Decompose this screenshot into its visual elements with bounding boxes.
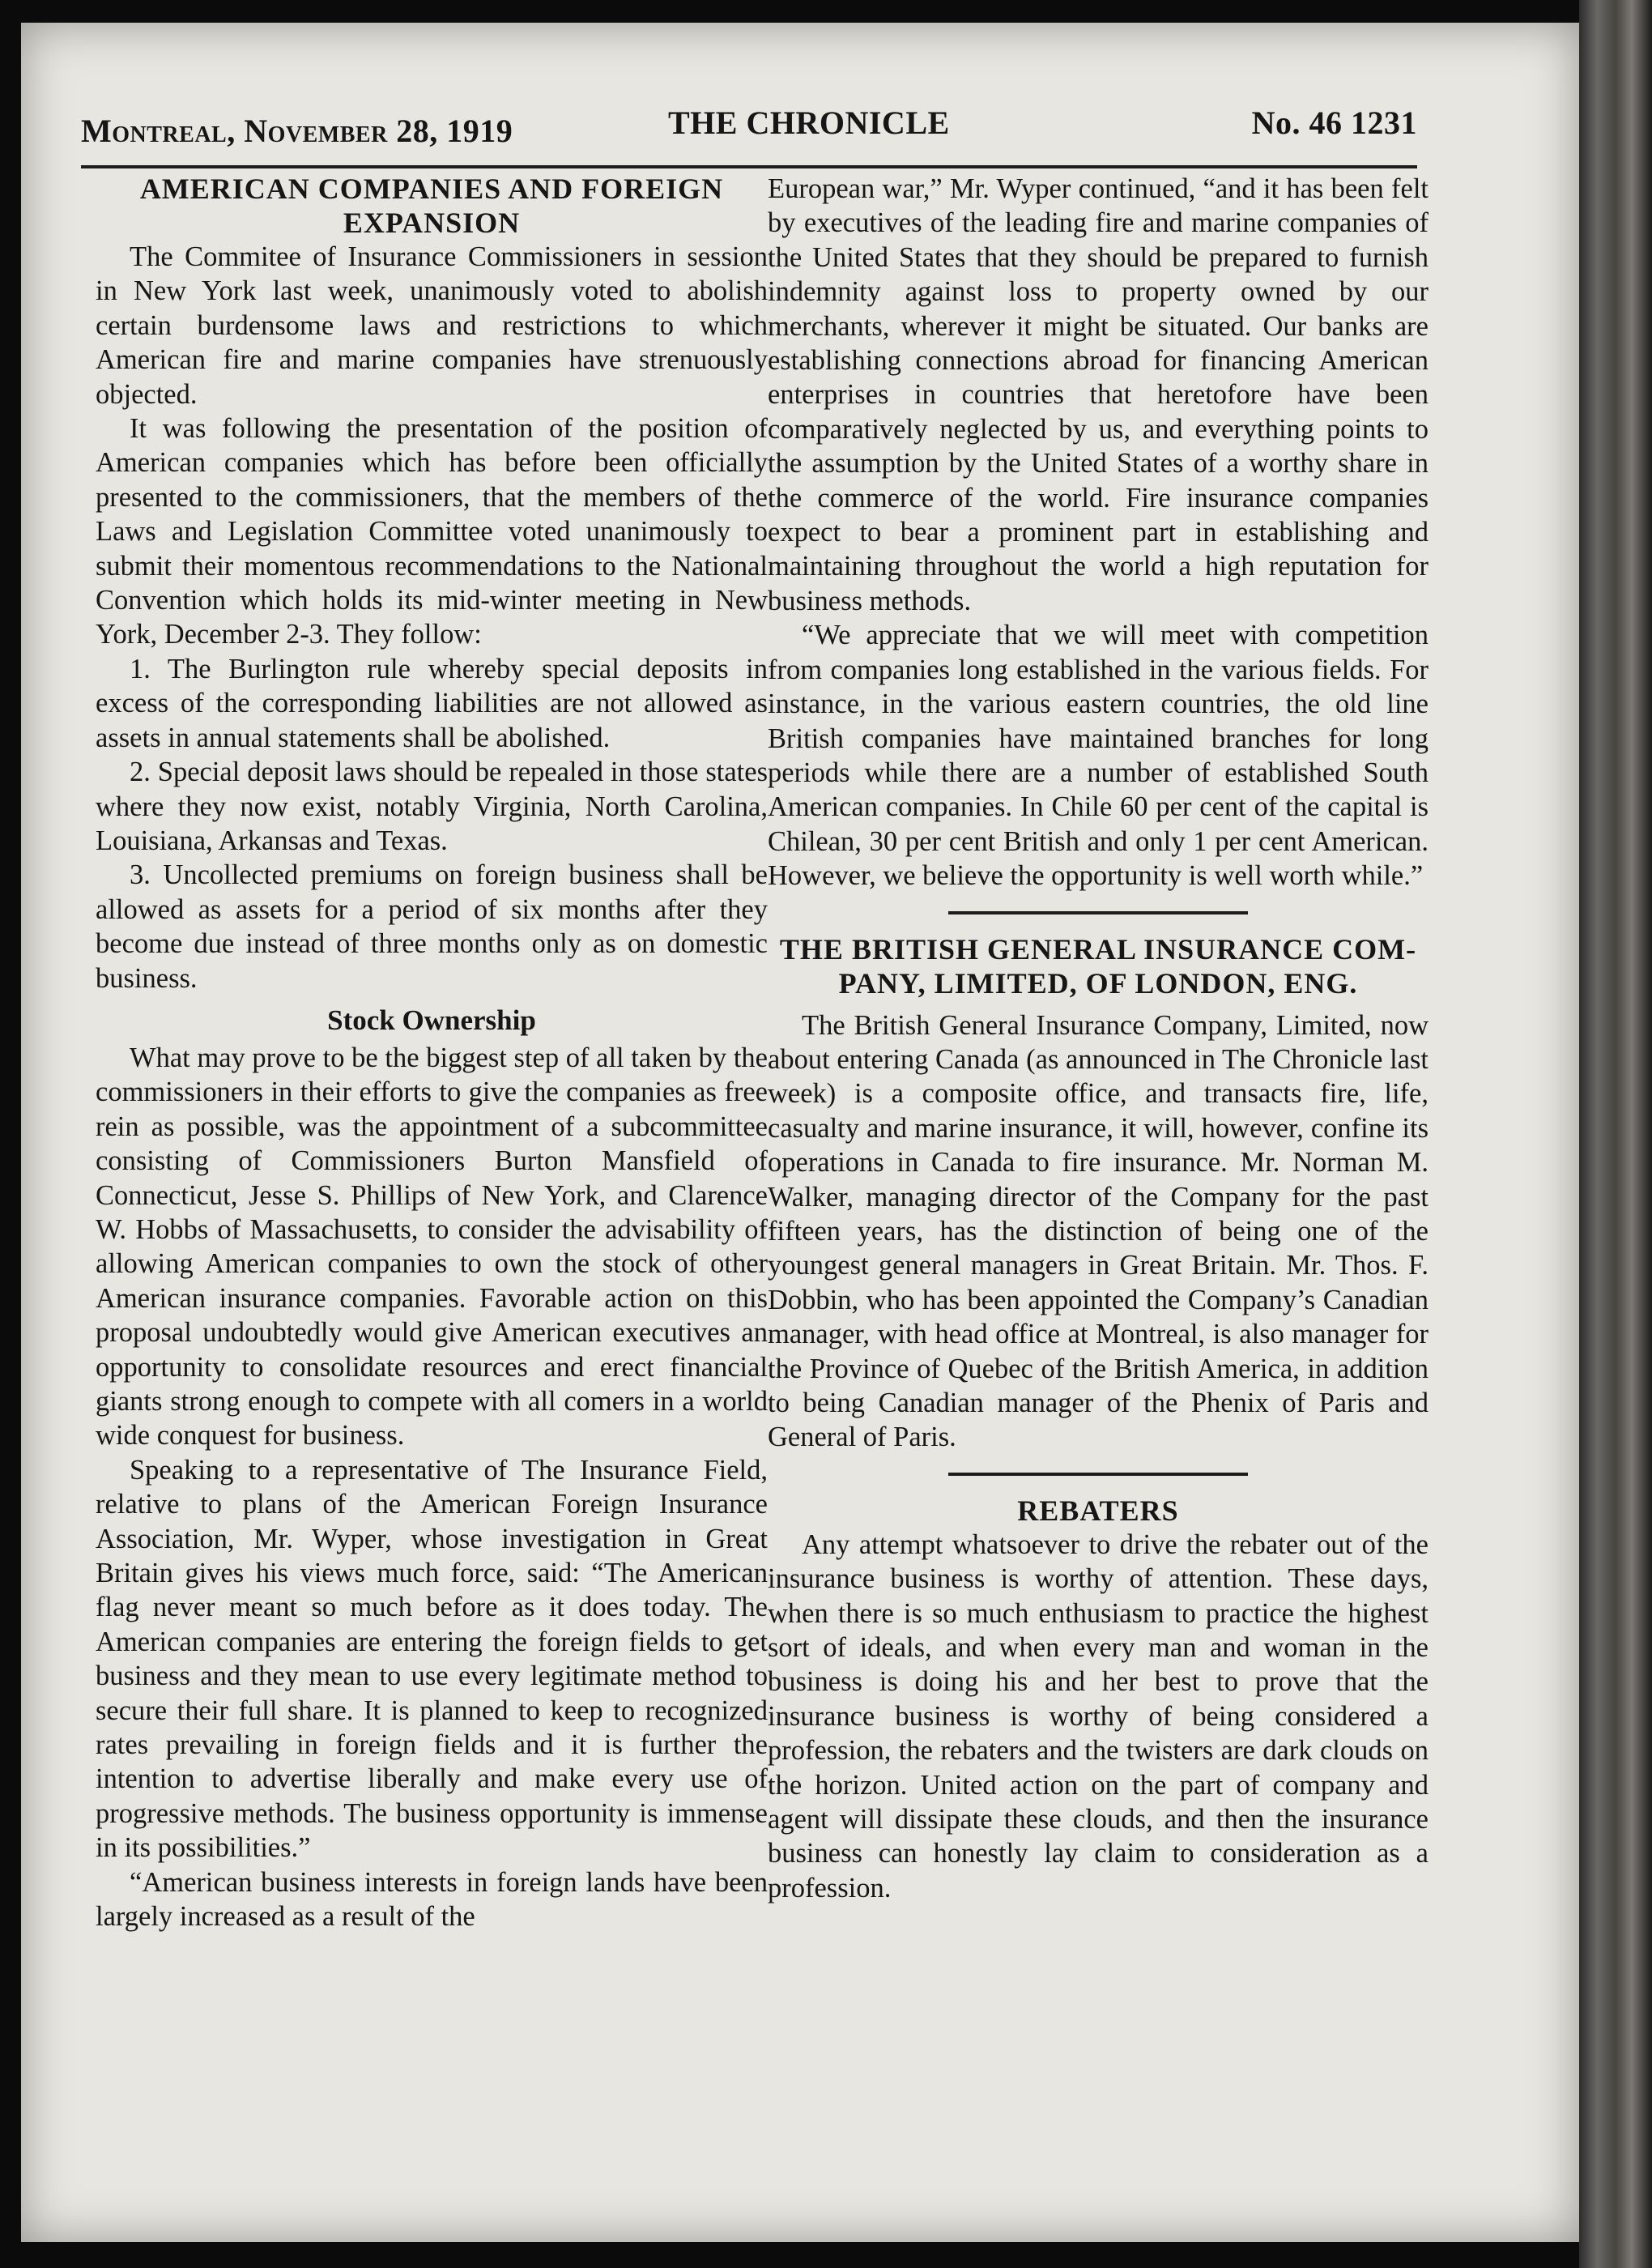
running-header [81,104,1417,152]
article-paragraph: What may prove to be the biggest step of all taken by the commissioners in their efforts to give the companies as free rein as possible, was the appointment of a subcommittee consisting of Commissioners Burton Mansfield of Connecticut, Jesse S. Phillips of New York, and Clarence W. Hobbs of Massachusetts, to consider the advisability of allowing American companies to own the stock of other American insurance companies. Favorable action on this proposal undoubtedly would give American executives an opportunity to consolidate resources and erect financial giants strong enough to compete with all comers in a world wide conquest for business. [96,1042,768,1452]
numbered-item-3: 3. Uncollected premiums on foreign business shall be allowed as assets for a period of six months after they become due instead of three months only as on domestic business. [96,859,768,994]
section-divider [948,1473,1248,1476]
article-paragraph-continued: European war,” Mr. Wyper continued, “and it has been felt by executives of the leading fire and marine companies of the United States that they should be prepared to furnish indemnity against loss to property owned by our merchants, wherever it might be situated. Our banks are establishing connections abroad for financing American enterprises in countries that heretofore have been comparatively neglected by us, and everything points to the assumption by the United States of a worthy share in the commerce of the world. Fire insurance companies expect to bear a prominent part in establishing and maintaining throughout the world a high reputation for business methods. [768,173,1428,616]
article-paragraph: It was following the presentation of the position of American companies which has before been officially presented to the commissioners, that the members of the Laws and Legislation Committee voted unanimously to submit their momentous recommendations to the National Convention which holds its mid-winter meeting in New York, December 2-3. They follow: [96,413,768,650]
header-place-date: Montreal, November 28, 1919 [81,113,513,149]
article-title: REBATERS [1017,1494,1179,1527]
article-paragraph: “American business interests in foreign lands have been largely increased as a result of the [96,1866,768,1933]
article-title-line-1: AMERICAN COMPANIES AND FOREIGN [139,173,724,205]
article-title [96,172,768,240]
header-rule [81,165,1417,168]
article-title-line-2: EXPANSION [343,207,521,239]
article-paragraph: The Commitee of Insurance Commissioners in session in New York last week, unanimously voted to abolish certain burdensome laws and restrictions to which American fire and marine companies have strenuously objected. [96,241,768,410]
left-column [96,172,768,1934]
book-binding-edge [1579,0,1652,2268]
numbered-item-2: 2. Special deposit laws should be repealed in those states where they now exist, notably Virginia, North Carolina, Louisiana, Arkansas and Texas. [96,757,768,856]
header-issue-page: No. 46 1231 [1251,104,1417,141]
article-paragraph: Speaking to a representative of The Insurance Field, relative to plans of the American Foreign Insurance Association, Mr. Wyper, whose investigation in Great Britain gives his views much force, said: “The American flag never meant so much before as it does today. The American companies are entering the foreign fields to get business and they mean to use every legitimate method to secure their full share. It is planned to keep to recognized rates prevailing in foreign fields and it is further the intention to advertise liberally and make every use of progressive methods. The business opportunity is immense in its possibilities.” [96,1454,768,1864]
article-paragraph: “We appreciate that we will meet with competition from companies long established in the various fields. For instance, in the various eastern countries, the old line British companies have maintained branches for long periods while there are a number of established South American companies. In Chile 60 per cent of the capital is Chilean, 30 per cent British and only 1 per cent American. However, we believe the opportunity is well worth while.” [768,620,1428,892]
right-column [768,172,1428,1905]
article-paragraph: The British General Insurance Company, Limited, now about entering Canada (as announced in The Chronicle last week) is a composite office, and transacts fire, life, casualty and marine insurance, it will, however, confine its operations in Canada to fire insurance. Mr. Norman M. Walker, managing director of the Company for the past fifteen years, has the distinction of being one of the youngest general managers in Great Britain. Mr. Thos. F. Dobbin, who has been appointed the Company’s Canadian manager, with head office at Montreal, is also manager for the Province of Quebec of the British America, in addition to being Canadian manager of the Phenix of Paris and General of Paris. [768,1009,1428,1453]
article-title [768,932,1428,1000]
subheading-stock-ownership: Stock Ownership [327,1004,536,1036]
article-paragraph: Any attempt whatsoever to drive the rebater out of the insurance business is worthy of attention. These days, when there is so much enthusiasm to practice the highest sort of ideals, and when every man and woman in the business is doing his and her best to prove that the insurance business is worthy of being considered a profession, the rebaters and the twisters are dark clouds on the horizon. United action on the part of company and agent will dissipate these clouds, and then the insurance business can honestly lay claim to consideration as a profession. [768,1528,1428,1904]
article-title-line-2: PANY, LIMITED, OF LONDON, ENG. [838,966,1358,1000]
header-journal-title: THE CHRONICLE [668,104,950,141]
section-divider [948,911,1248,914]
numbered-item-1: 1. The Burlington rule whereby special deposits in excess of the corresponding liabilities are not allowed as assets in annual statements shall be abolished. [96,653,768,753]
article-title-line-1: THE BRITISH GENERAL INSURANCE COM- [779,932,1417,966]
